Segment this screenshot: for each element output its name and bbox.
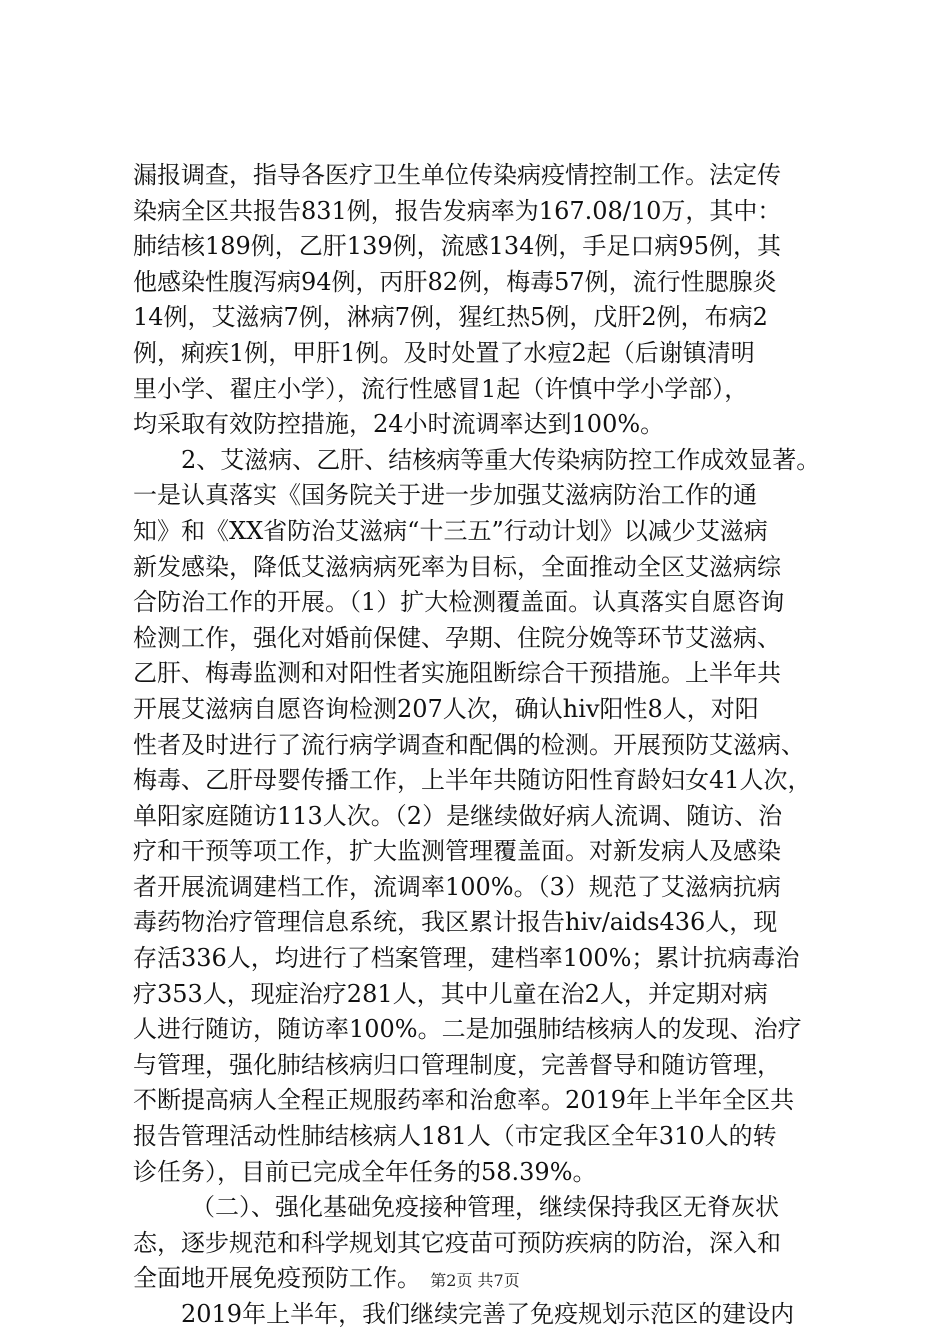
- text-line: 乙肝、梅毒监测和对阳性者实施阻断综合干预措施。上半年共: [133, 659, 781, 688]
- text-line: 肺结核189例，乙肝139例，流感134例，手足口病95例，其: [133, 232, 781, 261]
- text-line: 不断提高病人全程正规服药率和治愈率。2019年上半年全区共: [133, 1086, 795, 1115]
- text-line: 里小学、翟庄小学），流行性感冒1起（许慎中学小学部），: [133, 374, 749, 403]
- text-line: 知》和《XX省防治艾滋病“十三五”行动计划》以减少艾滋病: [133, 516, 768, 545]
- text-line: 疗和干预等项工作，扩大监测管理覆盖面。对新发病人及感染: [133, 837, 781, 866]
- page-number-footer: 第2页 共7页: [430, 1271, 520, 1290]
- text-line: 例，痢疾1例，甲肝1例。及时处置了水痘2起（后谢镇清明: [133, 338, 755, 367]
- text-line: 全面地开展免疫预防工作。: [133, 1264, 421, 1293]
- section-heading-line: （二）、强化基础免疫接种管理，继续保持我区无脊灰状: [191, 1193, 779, 1222]
- text-line: 态，逐步规范和科学规划其它疫苗可预防疾病的防治，深入和: [133, 1228, 781, 1257]
- text-line: 毒药物治疗管理信息系统，我区累计报告hiv/aids436人，现: [133, 908, 778, 937]
- text-line: 漏报调查，指导各医疗卫生单位传染病疫情控制工作。法定传: [133, 161, 781, 189]
- text-line: 与管理，强化肺结核病归口管理制度，完善督导和随访管理，: [133, 1050, 781, 1079]
- text-line: 染病全区共报告831例，报告发病率为167.08/10万，其中：: [133, 196, 782, 225]
- paragraph-start-line: 2、艾滋病、乙肝、结核病等重大传染病防控工作成效显著。: [181, 445, 821, 474]
- text-line: 人进行随访，随访率100%。二是加强肺结核病人的发现、治疗: [133, 1015, 802, 1044]
- text-line: 疗353人，现症治疗281人，其中儿童在治2人，并定期对病: [133, 979, 768, 1008]
- text-line: 他感染性腹泻病94例，丙肝82例，梅毒57例，流行性腮腺炎: [133, 267, 777, 296]
- text-line: 检测工作，强化对婚前保健、孕期、住院分娩等环节艾滋病、: [133, 623, 781, 652]
- text-line: 14例，艾滋病7例，淋病7例，猩红热5例，戊肝2例，布病2: [133, 303, 768, 332]
- text-line: 报告管理活动性肺结核病人181人（市定我区全年310人的转: [133, 1122, 777, 1151]
- text-line: 存活336人，均进行了档案管理，建档率100%；累计抗病毒治: [133, 944, 800, 973]
- body-text: [133, 158, 833, 1333]
- text-line: 均采取有效防控措施，24小时流调率达到100%。: [133, 410, 665, 439]
- paragraph-start-line: 2019年上半年，我们继续完善了免疫规划示范区的建设内: [181, 1300, 795, 1328]
- text-line: 新发感染，降低艾滋病病死率为目标，全面推动全区艾滋病综: [133, 552, 781, 581]
- text-line: 一是认真落实《国务院关于进一步加强艾滋病防治工作的通: [133, 481, 757, 510]
- text-line: 诊任务），目前已完成全年任务的58.39%。: [133, 1157, 597, 1186]
- text-line: 单阳家庭随访113人次。（2）是继续做好病人流调、随访、治: [133, 801, 783, 830]
- text-line: 开展艾滋病自愿咨询检测207人次，确认hiv阳性8人，对阳: [133, 694, 759, 723]
- text-line: 梅毒、乙肝母婴传播工作，上半年共随访阳性育龄妇女41人次，: [133, 766, 812, 795]
- text-line: 合防治工作的开展。（1）扩大检测覆盖面。认真落实自愿咨询: [133, 588, 785, 617]
- text-line: 性者及时进行了流行病学调查和配偶的检测。开展预防艾滋病、: [133, 730, 805, 759]
- text-line: 者开展流调建档工作，流调率100%。（3）规范了艾滋病抗病: [133, 872, 781, 901]
